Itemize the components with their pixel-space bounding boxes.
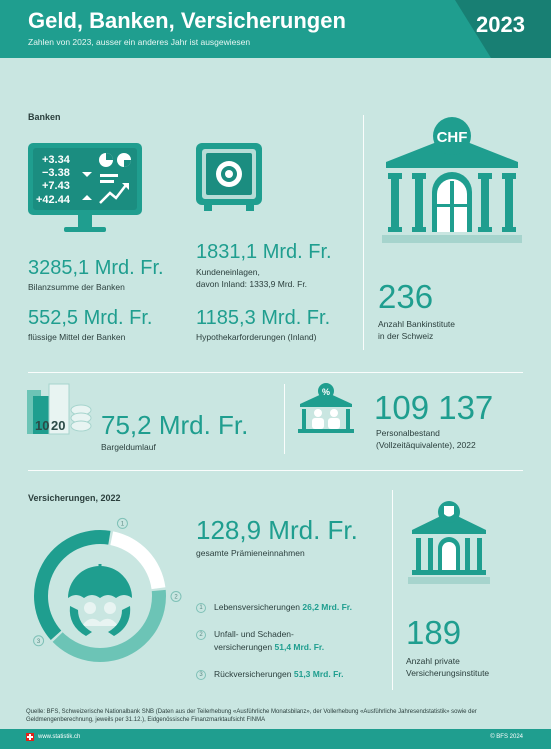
praemien-value: 128,9 Mrd. Fr. [196, 515, 358, 545]
swiss-flag-icon [26, 733, 34, 741]
note-20-label: 20 [51, 418, 66, 433]
list-item-rueck: Rückversicherungen 51,3 Mrd. Fr. [214, 669, 344, 679]
list-item-unfall-2: versicherungen 51,4 Mrd. Fr. [214, 642, 325, 652]
list-item-leben: Lebensversicherungen 26,2 Mrd. Fr. [214, 602, 352, 612]
section-divider [28, 470, 523, 471]
donut-label-3: 3 [36, 638, 41, 645]
bilanzsumme-value: 3285,1 Mrd. Fr. [28, 257, 164, 279]
bankinstitute-label: Anzahl Bankinstitute [378, 319, 456, 329]
monitor-value-3: +7.43 [42, 180, 70, 192]
banks-divider [363, 115, 364, 350]
monitor-value-2: −3.38 [42, 167, 70, 179]
banks-horizontal-divider [28, 372, 523, 373]
bank-staff-icon [298, 382, 354, 434]
monitor-chart-icon [28, 143, 142, 235]
monitor-value-4: +42.44 [36, 194, 70, 206]
list-number-2: 2 [196, 630, 206, 640]
percent-symbol: % [321, 387, 331, 397]
monitor-value-1: +3.34 [42, 154, 70, 166]
bankinstitute-value: 236 [378, 278, 434, 315]
page-subtitle: Zahlen von 2023, ausser ein anderes Jahr ist ausgewiesen [28, 37, 251, 47]
middle-divider [284, 384, 285, 454]
bank-building-icon [382, 118, 522, 246]
source-note: Quelle: BFS, Schweizerische Nationalbank SNB (Daten aus der Teilerhebung «Ausführliche Monatsbilanz», der Vollerhebung «Ausführliche Jahresendstatistik» sowie der Geldmengenberechnung, jeweils per 31.12.), Eidgenössische Finanzmarktaufsicht FINMA [26, 709, 477, 723]
personalbestand-value: 109 137 [374, 389, 494, 426]
safe-icon [196, 143, 262, 213]
section-label-banken: Banken [28, 112, 61, 122]
bargeld-value: 75,2 Mrd. Fr. [101, 410, 249, 440]
versicherungsinstitute-label-2: Versicherungsinstitute [406, 668, 490, 678]
bargeld-label: Bargeldumlauf [101, 442, 156, 452]
list-number-3: 3 [196, 670, 206, 680]
footer-link[interactable]: www.statistik.ch [38, 734, 81, 740]
personalbestand-label: Personalbestand [376, 428, 440, 438]
personalbestand-label-2: (Vollzeitäquivalente), 2022 [376, 440, 476, 450]
hypothekar-value: 1185,3 Mrd. Fr. [196, 307, 331, 329]
bilanzsumme-label: Bilanzsumme der Banken [28, 282, 125, 292]
footer-copyright: © BFS 2024 [490, 734, 523, 740]
cash-icon [27, 384, 93, 436]
footer-bar [0, 729, 551, 749]
umbrella-icon [68, 564, 132, 636]
kundeneinlagen-label: Kundeneinlagen, [196, 267, 260, 277]
fluessige-mittel-label: flüssige Mittel der Banken [28, 332, 126, 342]
list-item-unfall: Unfall- und Schaden- [214, 629, 294, 639]
note-10-label: 10 [35, 418, 50, 433]
page-title: Geld, Banken, Versicherungen [28, 8, 346, 33]
year-label: 2023 [476, 12, 525, 37]
kundeneinlagen-value: 1831,1 Mrd. Fr. [196, 241, 332, 263]
donut-label-2: 2 [174, 594, 178, 601]
versicherungsinstitute-label: Anzahl private [406, 656, 460, 666]
praemien-label: gesamte Prämieneinnahmen [196, 548, 305, 558]
kundeneinlagen-inland-label: davon Inland: 1333,9 Mrd. Fr. [196, 279, 308, 289]
insurance-building-icon [408, 500, 490, 586]
insurance-divider [392, 490, 393, 690]
donut-label-1: 1 [120, 521, 125, 528]
versicherungsinstitute-value: 189 [406, 614, 462, 651]
fluessige-mittel-value: 552,5 Mrd. Fr. [28, 307, 153, 329]
chf-label: CHF [436, 129, 468, 146]
hypothekar-label: Hypothekarforderungen (Inland) [196, 332, 317, 342]
list-number-1: 1 [196, 603, 206, 613]
section-label-versicherungen: Versicherungen, 2022 [28, 493, 121, 503]
donut-chart [24, 520, 176, 672]
bankinstitute-label-2: in der Schweiz [378, 331, 434, 341]
